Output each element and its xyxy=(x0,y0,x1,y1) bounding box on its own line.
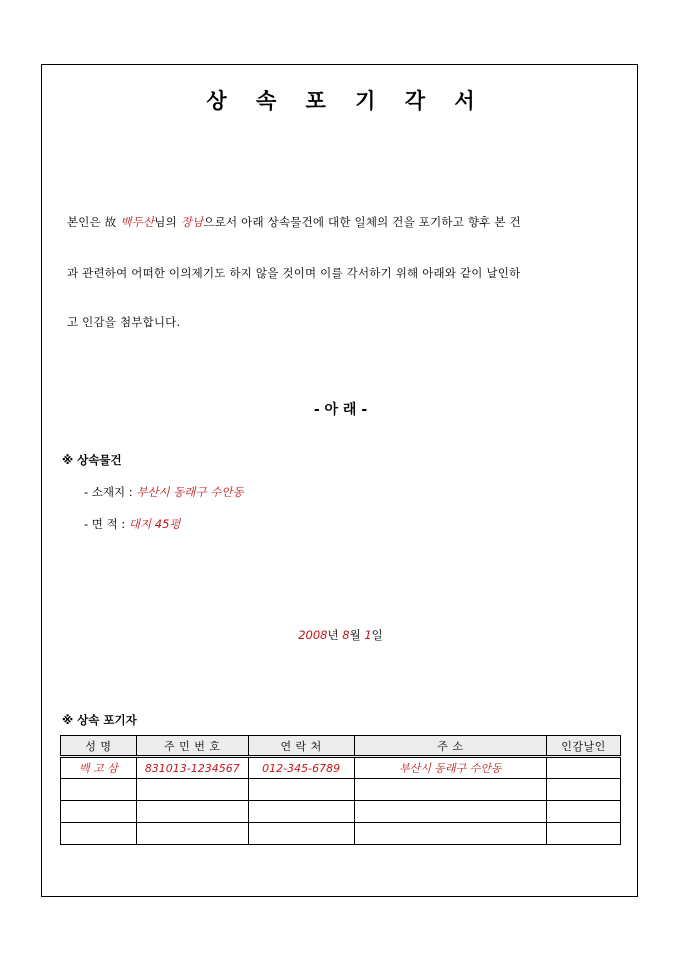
table-cell: 831013-1234567 xyxy=(136,757,248,779)
property-location xyxy=(84,484,244,500)
table-cell xyxy=(136,823,248,845)
date-year-unit: 년 xyxy=(327,628,343,642)
waiver-table xyxy=(60,735,621,845)
paragraph-line-1 xyxy=(67,214,521,230)
table-cell xyxy=(547,823,621,845)
date-day-unit: 일 xyxy=(371,628,383,642)
table-cell xyxy=(547,779,621,801)
area-label: - 면 적 : xyxy=(84,517,129,531)
reference-mark-icon: ※ xyxy=(62,713,74,727)
table-cell: 백 고 삼 xyxy=(61,757,137,779)
paragraph-line1-prefix: 본인은 故 xyxy=(67,215,121,229)
document-frame xyxy=(41,64,638,897)
table-row xyxy=(61,779,621,801)
table-header-row xyxy=(61,736,621,757)
table-cell xyxy=(354,823,547,845)
table-row xyxy=(61,801,621,823)
table-cell xyxy=(248,823,354,845)
reference-mark-icon: ※ xyxy=(62,453,74,467)
paragraph-line1-mid: 님의 xyxy=(154,215,181,229)
deceased-name: 백두산 xyxy=(120,215,155,229)
table-cell xyxy=(248,779,354,801)
waiver-section-heading xyxy=(62,712,137,728)
table-cell xyxy=(136,801,248,823)
table-cell xyxy=(61,779,137,801)
location-value: 부산시 동래구 수안동 xyxy=(136,485,244,499)
paragraph-line-2: 과 관련하여 어떠한 이의제기도 하지 않을 것이며 이를 각서하기 위해 아래와 같이 날인하 xyxy=(67,266,521,280)
date-month-unit: 월 xyxy=(349,628,365,642)
document-date xyxy=(42,627,639,643)
document-title: 상 속 포 기 각 서 xyxy=(206,88,475,113)
column-header-address: 주 소 xyxy=(354,736,547,757)
property-area xyxy=(84,516,181,532)
property-section-heading xyxy=(62,452,122,468)
table-cell xyxy=(61,801,137,823)
table-row xyxy=(61,757,621,779)
paragraph-line1-suffix: 으로서 아래 상속물건에 대한 일체의 건을 포기하고 향후 본 건 xyxy=(203,215,521,229)
table-cell xyxy=(547,757,621,779)
table-cell xyxy=(547,801,621,823)
date-day: 1 xyxy=(364,628,372,642)
table-cell xyxy=(354,801,547,823)
area-value: 대지 45평 xyxy=(128,517,181,531)
table-row xyxy=(61,823,621,845)
relation: 장남 xyxy=(180,215,204,229)
date-year: 2008 xyxy=(298,628,328,642)
waiver-section-title: 상속 포기자 xyxy=(77,713,137,727)
table-cell xyxy=(136,779,248,801)
column-header-contact: 연 락 처 xyxy=(248,736,354,757)
table-cell: 부산시 동래구 수안동 xyxy=(354,757,547,779)
below-heading: - 아 래 - xyxy=(313,402,368,418)
property-section-title: 상속물건 xyxy=(77,453,122,467)
column-header-name: 성 명 xyxy=(61,736,137,757)
column-header-seal: 인감날인 xyxy=(547,736,621,757)
date-month: 8 xyxy=(342,628,350,642)
table-cell: 012-345-6789 xyxy=(248,757,354,779)
table-cell xyxy=(248,801,354,823)
table-cell xyxy=(354,779,547,801)
table-cell xyxy=(61,823,137,845)
column-header-id-number: 주 민 번 호 xyxy=(136,736,248,757)
paragraph-line-3: 고 인감을 첨부합니다. xyxy=(67,315,181,329)
location-label: - 소재지 : xyxy=(84,485,137,499)
